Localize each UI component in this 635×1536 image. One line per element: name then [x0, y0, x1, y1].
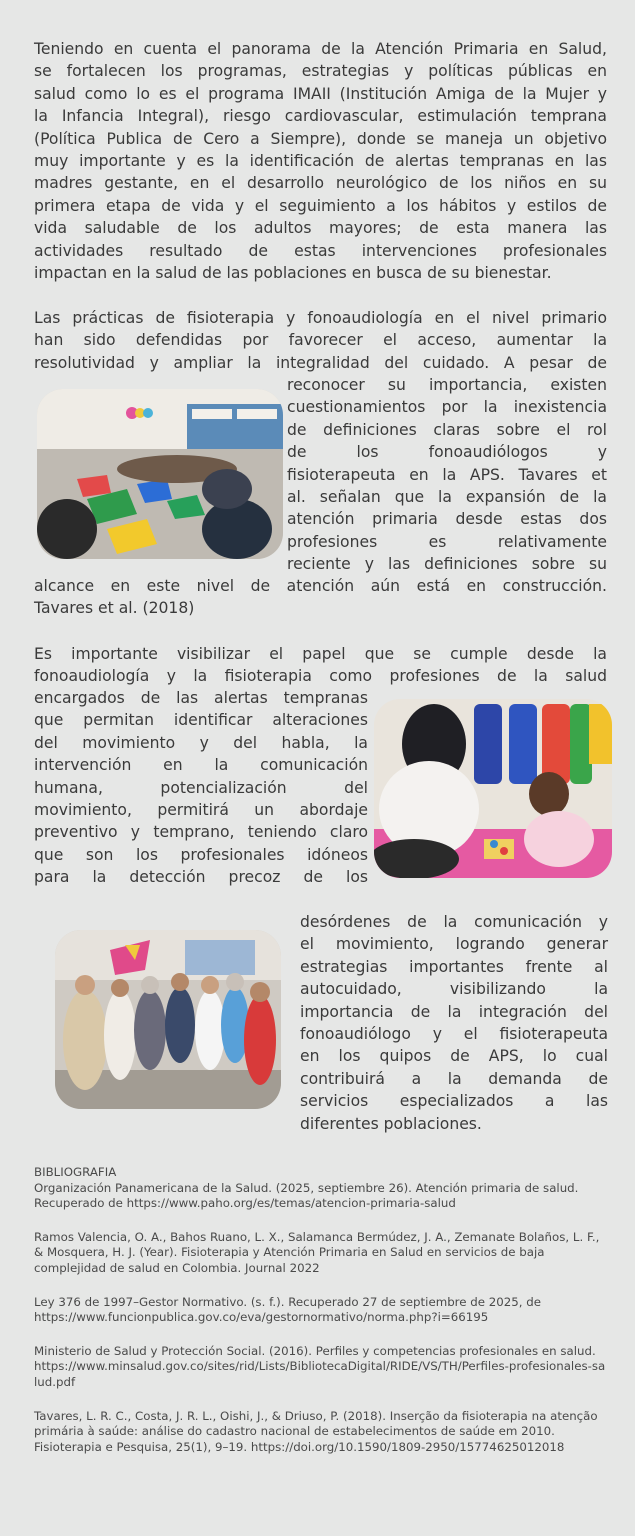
- text-line: actividades resultado de estas intervenciones profesionales: [34, 241, 607, 260]
- text-line: salud como lo es el programa IMAII (Institución Amiga de la Mujer y: [34, 84, 607, 103]
- text-line: al. señalan que la expansión de la: [287, 488, 607, 507]
- text-line: atención primaria desde estas dos: [287, 510, 607, 529]
- paragraph-2-bottom: [34, 575, 607, 620]
- text-line: estrategias importantes frente al: [300, 957, 608, 976]
- text-line: madres gestante, en el desarrollo neurológico de los niños en su: [34, 174, 607, 193]
- bibliography-entry: Tavares, L. R. C., Costa, J. R. L., Oishi, J., & Driuso, P. (2018). Inserção da fisioterapia na atenção primária à saúde: análise do cadastro nacional de estabelecimentos de saúde em 2010. Fisioterapia e Pesquisa, 25(1), 9–19. https://doi.org/10.1590/1809-2950/15774625012018: [34, 1408, 598, 1454]
- text-line: Las prácticas de fisioterapia y fonoaudiología en el nivel primario: [34, 309, 607, 327]
- text-line: Teniendo en cuenta el panorama de la Atención Primaria en Salud,: [34, 40, 607, 58]
- text-line: fonoaudiólogo y el fisioterapeuta: [300, 1025, 608, 1044]
- text-line: de definiciones claras sobre el rol: [287, 420, 607, 439]
- text-line: muy importante y es la identificación de alertas tempranas en las: [34, 152, 607, 171]
- text-line: se fortalecen los programas, estrategias y políticas públicas en: [34, 62, 607, 81]
- text-line: que son los profesionales idóneos: [34, 845, 368, 864]
- text-line: han sido defendidas por favorecer el acceso, aumentar la: [34, 331, 607, 350]
- text-line: encargados de las alertas tempranas: [34, 689, 368, 707]
- text-line: servicios especializados a las: [300, 1092, 608, 1111]
- text-line: fonoaudiología y la fisioterapia como profesiones de la salud: [34, 667, 607, 686]
- text-line: de los fonoaudiólogos y: [287, 443, 607, 462]
- paragraph-3-top: [34, 643, 607, 688]
- text-line: el movimiento, logrando generar: [300, 935, 608, 954]
- text-line: para la detección precoz de los: [34, 868, 368, 887]
- text-line: primera etapa de vida y el seguimiento a los hábitos y estilos de: [34, 196, 607, 215]
- therapist-child-photo: [374, 699, 612, 878]
- text-line: que permitan identificar alteraciones: [34, 711, 368, 730]
- text-line: preventivo y temprano, teniendo claro: [34, 823, 368, 842]
- text-line: impactan en la salud de las poblaciones en busca de su bienestar.: [34, 264, 552, 283]
- bibliography-entry: Ministerio de Salud y Protección Social. (2016). Perfiles y competencias profesionales en salud. https://www.minsalud.gov.co/sites/rid/Lists/BibliotecaDigital/RIDE/VS/TH/Perfiles-profesionales-salud.pdf: [34, 1343, 606, 1389]
- bibliography-heading: BIBLIOGRAFIA: [34, 1165, 117, 1179]
- elderly-group-photo: [55, 930, 281, 1109]
- text-line: (Política Publica de Cero a Siempre), donde se maneja un objetivo: [34, 129, 607, 148]
- text-line: reconocer su importancia, existen: [287, 376, 607, 394]
- text-line: desórdenes de la comunicación y: [300, 913, 608, 931]
- paragraph-2-side: [287, 374, 607, 576]
- bibliography-entry: Ramos Valencia, O. A., Bahos Ruano, L. X., Salamanca Bermúdez, J. A., Zemanate Bolaños, L. F., & Mosquera, H. J. (Year). Fisioterapia y Atención Primaria en Salud en servicios de baja complejidad de salud en Colombia. Journal 2022: [34, 1229, 600, 1275]
- text-line: movimiento, permitirá un abordaje: [34, 801, 368, 820]
- bibliography: [34, 1165, 606, 1473]
- paragraph-1: [34, 38, 607, 284]
- text-line: del movimiento y del habla, la: [34, 733, 368, 752]
- text-line: Es importante visibilizar el papel que se cumple desde la: [34, 645, 607, 663]
- text-line: reciente y las definiciones sobre su: [287, 555, 607, 574]
- text-line: fisioterapeuta en la APS. Tavares et: [287, 465, 607, 484]
- text-line: autocuidado, visibilizando la: [300, 980, 608, 999]
- paragraph-4: [300, 911, 608, 1135]
- bibliography-entry: Ley 376 de 1997–Gestor Normativo. (s. f.). Recuperado 27 de septiembre de 2025, de https://www.funcionpublica.gov.co/eva/gestornormativo/norma.php?i=66195: [34, 1294, 542, 1325]
- paragraph-2-top: [34, 307, 607, 374]
- text-line: humana, potencialización del: [34, 778, 368, 797]
- paragraph-3-side: [34, 687, 368, 889]
- text-line: alcance en este nivel de atención aún está en construcción.: [34, 577, 607, 595]
- text-line: importancia de la integración del: [300, 1002, 608, 1021]
- group-session-photo: [37, 389, 283, 559]
- text-line: en los quipos de APS, lo cual: [300, 1047, 608, 1066]
- text-line: intervención en la comunicación: [34, 756, 368, 775]
- text-line: diferentes poblaciones.: [300, 1114, 482, 1133]
- text-line: contribuirá a la demanda de: [300, 1069, 608, 1088]
- text-line: profesiones es relativamente: [287, 532, 607, 551]
- text-line: vida saludable de los adultos mayores; de esta manera las: [34, 219, 607, 238]
- text-line: resolutividad y ampliar la integralidad del cuidado. A pesar de: [34, 353, 607, 372]
- bibliography-entry: Organización Panamericana de la Salud. (2025, septiembre 26). Atención primaria de salud. Recuperado de https://www.paho.org/es/temas/atencion-primaria-salud: [34, 1180, 579, 1211]
- text-line: la Infancia Integral), riesgo cardiovascular, estimulación temprana: [34, 107, 607, 126]
- text-line: Tavares et al. (2018): [34, 599, 195, 618]
- text-line: cuestionamientos por la inexistencia: [287, 398, 607, 417]
